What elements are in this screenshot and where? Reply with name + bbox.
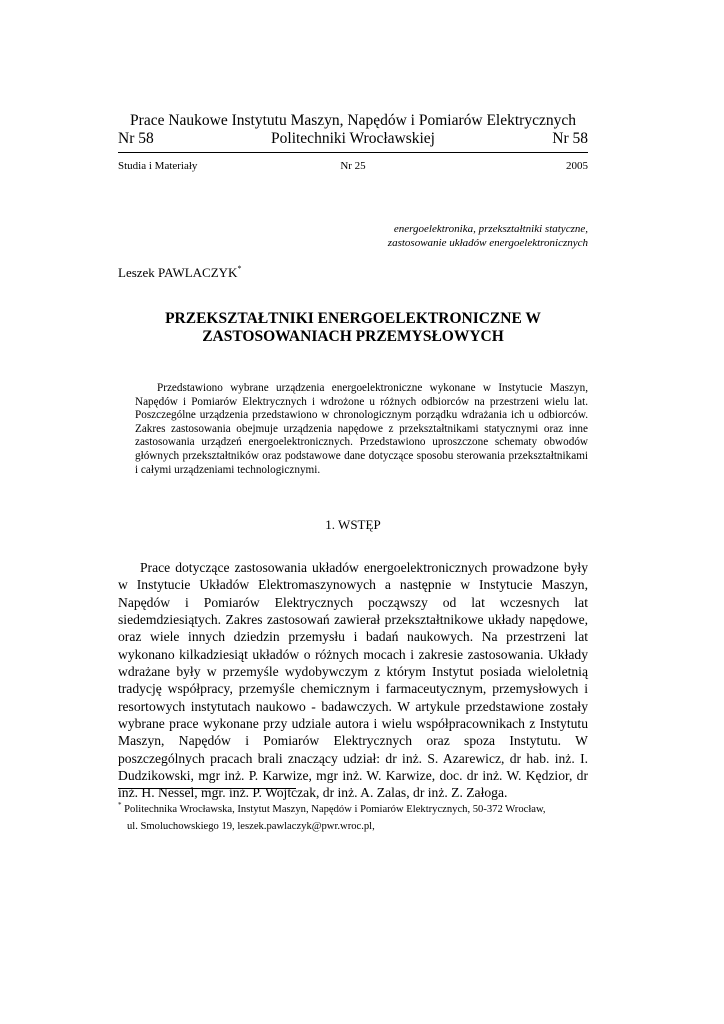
keywords: [300, 222, 588, 250]
footnote-rule: [118, 788, 296, 789]
journal-header-line: Prace Naukowe Instytutu Maszyn, Napędów i Pomiarów Elektrycznych: [130, 112, 576, 129]
paper-title-line-2: ZASTOSOWANIACH PRZEMYSŁOWYCH: [202, 328, 504, 345]
abstract-text: Przedstawiono wybrane urządzenia energoelektroniczne wykonane w Instytucie Maszyn, Napędów i Pomiarów Elektrycznych i wdrożone u różnych odbiorców na przestrzeni wielu lat. Poszczególne urządzenia przedstawiono w chronologicznym porządku wdrażania ich u odbiorców. Zakres zastosowania obejmuje urządzenia napędowe z przekształtnikami statycznymi oraz inne zastosowania urządzeń energoelektronicznych. Przedstawiono uproszczone schematy obwodów głównych przekształtników oraz podstawowe dane dotyczące sposobu sterowania przekształtnikami i całymi urządzeniami technologicznymi.: [135, 382, 588, 476]
subheader-series: Studia i Materiały: [118, 160, 198, 172]
abstract: [135, 382, 588, 477]
paper-title: [118, 310, 588, 346]
paper-title-line-1: PRZEKSZTAŁTNIKI ENERGOELEKTRONICZNE W: [165, 310, 541, 327]
body-text: [118, 559, 588, 802]
section-heading: 1. WSTĘP: [325, 517, 381, 532]
footnote-line-1: Politechnika Wrocławska, Instytut Maszyn, Napędów i Pomiarów Elektrycznych, 50-372 Wrocław,: [124, 804, 546, 815]
header-rule: [118, 152, 588, 153]
subheader-row: [118, 160, 588, 174]
journal-header-center: Politechniki Wrocławskiej: [271, 130, 435, 147]
author: [118, 261, 241, 281]
keywords-line-1: energoelektronika, przekształtniki statyczne,: [393, 223, 588, 235]
subheader-number: Nr 25: [340, 160, 366, 172]
journal-header-right-number: Nr 58: [552, 130, 588, 147]
author-footnote-mark: *: [237, 264, 242, 273]
keywords-line-2: zastosowanie układów energoelektronicznych: [387, 237, 588, 249]
footnote-line-2: ul. Smoluchowskiego 19, leszek.pawlaczyk@pwr.wroc.pl,: [127, 821, 375, 832]
footnote-mark: *: [118, 801, 122, 809]
footnote: [118, 797, 588, 835]
body-paragraph: Prace dotyczące zastosowania układów energoelektronicznych prowadzone były w Instytucie Układów Elektromaszynowych a następnie w Instytucie Maszyn, Napędów i Pomiarów Elektrycznych począwszy od lat wczesnych lat siedemdziesiątych. Zakres zastosowań zawierał przekształtnikowe układy napędowe, oraz wiele innych dziedzin przemysłu i badań naukowych. Na przestrzeni lat wykonano kilkadziesiąt układów o różnych mocach i zakresie zastosowania. Układy wdrażane były w przemyśle wydobywczym z którym Instytut posiada wieloletnią tradycję współpracy, przemyśle chemicznym i farmaceutycznym, przemysłowych i resortowych instytutach naukowo - badawczych. W artykule przedstawione zostały wybrane prace wykonane przy udziale autora i wielu współpracownikach z Instytutu Maszyn, Napędów i Pomiarów Elektrycznych oraz spoza Instytutu. W poszczególnych pracach brali znaczący udział: dr inż. S. Azarewicz, dr hab. inż. I. Dudzikowski, mgr inż. P. Karwize, mgr inż. W. Karwize, doc. dr inż. W. Kędzior, dr inż. H. Nessel, mgr. inż. P. Wojtczak, dr inż. A. Zalas, dr inż. Z. Załoga.: [118, 560, 588, 801]
journal-header-left-number: Nr 58: [118, 130, 154, 147]
subheader-year: 2005: [566, 160, 588, 172]
author-name: Leszek PAWLACZYK: [118, 265, 238, 280]
